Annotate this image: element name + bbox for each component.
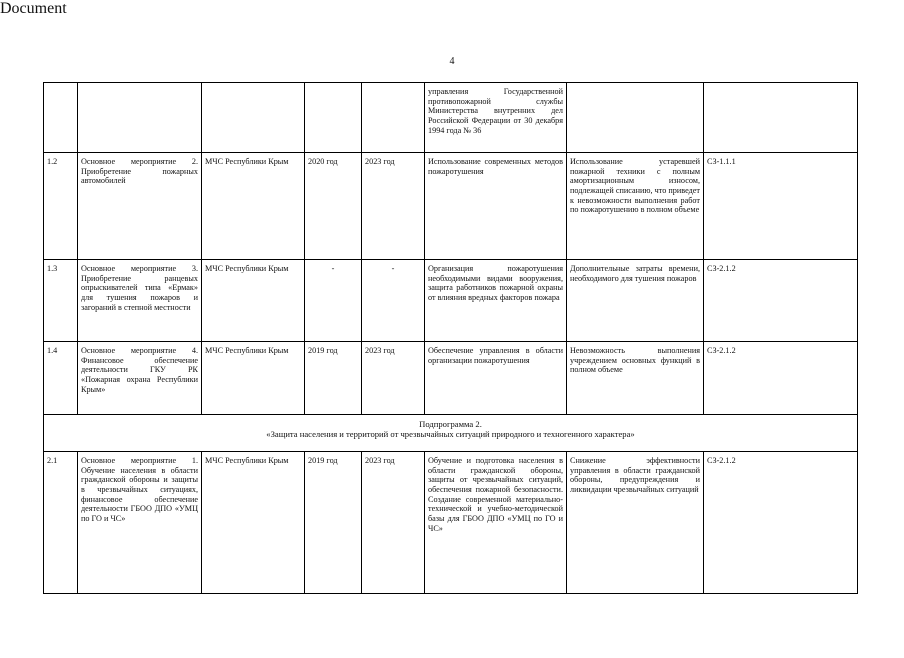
cell-name: Основное мероприятие 4. Финансовое обеспечение деятельности ГКУ РК «Пожарная охрана Республики Крым»: [78, 342, 202, 415]
cell-effect: Дополнительные затраты времени, необходимого для тушения пожаров: [567, 260, 704, 342]
cell-num: 2.1: [44, 452, 78, 594]
cell-result: управления Государственной противопожарной службы Министерства внутренних дел Российской Федерации от 30 декабря 1994 года № 36: [425, 83, 567, 153]
cell-name: [78, 83, 202, 153]
cell-name: Основное мероприятие 2. Приобретение пожарных автомобилей: [78, 153, 202, 260]
cell-num: 1.2: [44, 153, 78, 260]
cell-end: [362, 83, 425, 153]
cell-name: Основное мероприятие 1. Обучение населения в области гражданской обороны и защиты в чрезвычайных ситуациях, финансовое обеспечение деятельности ГБОО ДПО «УМЦ по ГО и ЧС»: [78, 452, 202, 594]
table-row-1-4: [44, 342, 858, 415]
cell-result: Обучение и подготовка населения в области гражданской обороны, защиты от чрезвычайных ситуаций, обеспечения пожарной безопасности. Создание современной материально-технической и учебно-методической базы для ГБОО ДПО «УМЦ по ГО и ЧС»: [425, 452, 567, 594]
page-number: 4: [449, 56, 455, 67]
cell-start: -: [305, 260, 362, 342]
cell-end: 2023 год: [362, 153, 425, 260]
table-row-continuation: [44, 83, 858, 153]
cell-responsible: МЧС Республики Крым: [202, 452, 305, 594]
cell-link: СЗ-2.1.2: [704, 260, 858, 342]
cell-effect: Использование устаревшей пожарной техники с полным амортизационным износом, подлежащей списанию, что приведет к невозможности выполнения работ по пожаротушению в полном объеме: [567, 153, 704, 260]
cell-start: 2019 год: [305, 342, 362, 415]
cell-link: [704, 83, 858, 153]
cell-responsible: МЧС Республики Крым: [202, 342, 305, 415]
cell-effect: [567, 83, 704, 153]
document-page: [0, 18, 904, 658]
subprogram-title: Подпрограмма 2.: [419, 419, 482, 429]
cell-result: Организация пожаротушения необходимыми видами вооружения, защита работников пожарной охраны от влияния вредных факторов пожара: [425, 260, 567, 342]
cell-num: [44, 83, 78, 153]
table-row-2-1: [44, 452, 858, 594]
cell-responsible: [202, 83, 305, 153]
cell-start: 2020 год: [305, 153, 362, 260]
subprogram-subtitle: «Защита населения и территорий от чрезвычайных ситуаций природного и техногенного характера»: [266, 429, 635, 440]
cell-num: 1.3: [44, 260, 78, 342]
table-row-1-2: [44, 153, 858, 260]
cell-end: 2023 год: [362, 342, 425, 415]
cell-num: 1.4: [44, 342, 78, 415]
cell-effect: Невозможность выполнения учреждением основных функций в полном объеме: [567, 342, 704, 415]
cell-effect: Снижение эффективности управления в области гражданской обороны, предупреждения и ликвидации чрезвычайных ситуаций: [567, 452, 704, 594]
cell-start: [305, 83, 362, 153]
table-row-1-3: [44, 260, 858, 342]
cell-result: Обеспечение управления в области организации пожаротушения: [425, 342, 567, 415]
cell-end: 2023 год: [362, 452, 425, 594]
cell-link: СЗ-1.1.1: [704, 153, 858, 260]
cell-link: СЗ-2.1.2: [704, 342, 858, 415]
cell-start: 2019 год: [305, 452, 362, 594]
cell-end: -: [362, 260, 425, 342]
cell-responsible: МЧС Республики Крым: [202, 153, 305, 260]
subprogram-row: [44, 415, 858, 452]
measures-table: [43, 82, 858, 594]
cell-name: Основное мероприятие 3. Приобретение ранцевых опрыскивателей типа «Ермак» для тушения пожаров и загораний в степной местности: [78, 260, 202, 342]
cell-result: Использование современных методов пожаротушения: [425, 153, 567, 260]
cell-responsible: МЧС Республики Крым: [202, 260, 305, 342]
cell-link: СЗ-2.1.2: [704, 452, 858, 594]
subprogram-header: [44, 415, 858, 452]
